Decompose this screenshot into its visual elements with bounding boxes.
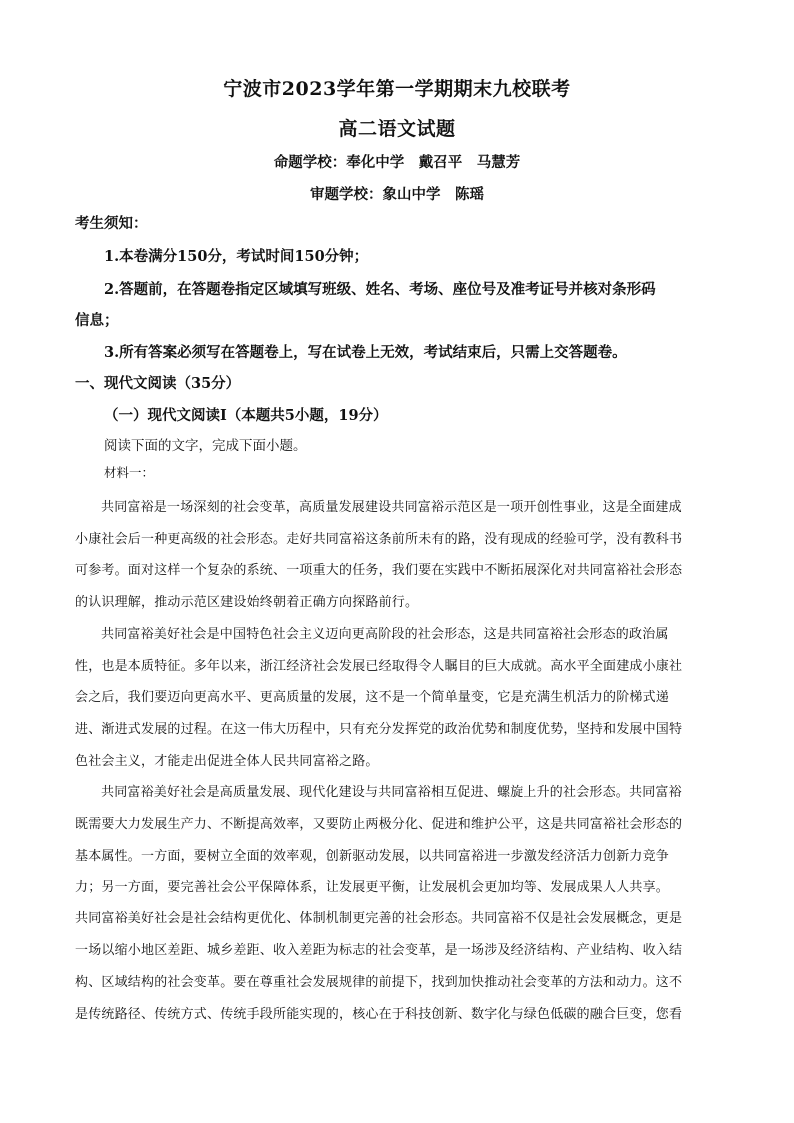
material-line: 共同富裕美好社会是中国特色社会主义迈向更高阶段的社会形态，这是共同富裕社会形态的政治属 [101,627,669,642]
material-line: 是传统路径、传统方式、传统手段所能实现的，核心在于科技创新、数字化与绿色低碳的融合巨变，您看 [75,1007,683,1022]
material-line: 色社会主义，才能走出促进全体人民共同富裕之路。 [75,754,379,769]
material-label: 材料一： [104,465,155,480]
material-line: 一场以缩小地区差距、城乡差距、收入差距为标志的社会变革，是一场涉及经济结构、产业结构、收入结 [75,943,683,958]
material-line: 会之后，我们要迈向更高水平、更高质量的发展，这不是一个简单量变，它是充满生机活力的阶梯式递 [75,690,670,705]
instruction-text: 阅读下面的文字，完成下面小题。 [104,438,307,454]
notice-item-2-cont: 信息； [75,312,119,329]
author-line: 命题学校：奉化中学 戴召平 马慧芳 [273,154,521,171]
material-line: 性，也是本质特征。多年以来，浙江经济社会发展已经取得令人瞩目的巨大成就。高水平全面建成小康社 [75,659,683,674]
material-line: 可参考。面对这样一个复杂的系统、一项重大的任务，我们要在实践中不断拓展深化对共同富裕社会形态 [75,563,683,578]
material-line: 小康社会后一种更高级的社会形态。走好共同富裕这条前所未有的路，没有现成的经验可学，没有教科书 [75,532,683,547]
section-heading: 一、现代文阅读（35分） [75,375,241,392]
notice-item-3: 3.所有答案必须写在答题卷上，写在试卷上无效，考试结束后，只需上交答题卷。 [104,344,627,361]
material-line: 的认识理解，推动示范区建设始终朝着正确方向探路前行。 [75,595,419,610]
exam-title: 宁波市2023学年第一学期期末九校联考 [223,78,571,100]
material-line: 构、区域结构的社会变革。要在尊重社会发展规律的前提下，找到加快推动社会变革的方法和动力。这不 [75,975,683,990]
part-heading: （一）现代文阅读Ⅰ（本题共5小题，19分） [104,407,388,424]
material-line: 基本属性。一方面，要树立全面的效率观，创新驱动发展，以共同富裕进一步激发经济活力创新力竞争 [75,849,670,864]
notice-heading: 考生须知： [75,215,148,232]
material-line: 力；另一方面，要完善社会公平保障体系，让发展更平衡，让发展机会更加均等、发展成果人人共享。 [75,880,670,895]
exam-subtitle: 高二语文试题 [338,118,456,140]
notice-item-2: 2.答题前，在答题卷指定区域填写班级、姓名、考场、座位号及准考证号并核对条形码 [104,281,656,298]
notice-item-1: 1.本卷满分150分，考试时间150分钟； [104,248,369,265]
material-line: 共同富裕美好社会是社会结构更优化、体制机制更完善的社会形态。共同富裕不仅是社会发展概念，更是 [75,911,683,926]
reviewer-line: 审题学校：象山中学 陈瑶 [310,186,484,203]
material-line: 共同富裕是一场深刻的社会变革，高质量发展建设共同富裕示范区是一项开创性事业，这是全面建成 [101,500,682,515]
material-line: 共同富裕美好社会是高质量发展、现代化建设与共同富裕相互促进、螺旋上升的社会形态。共同富裕 [101,785,682,800]
material-line: 既需要大力发展生产力、不断提高效率，又要防止两极分化、促进和维护公平，这是共同富裕社会形态的 [75,817,683,832]
material-line: 进、渐进式发展的过程。在这一伟大历程中，只有充分发挥党的政治优势和制度优势，坚持和发展中国特 [75,722,683,737]
